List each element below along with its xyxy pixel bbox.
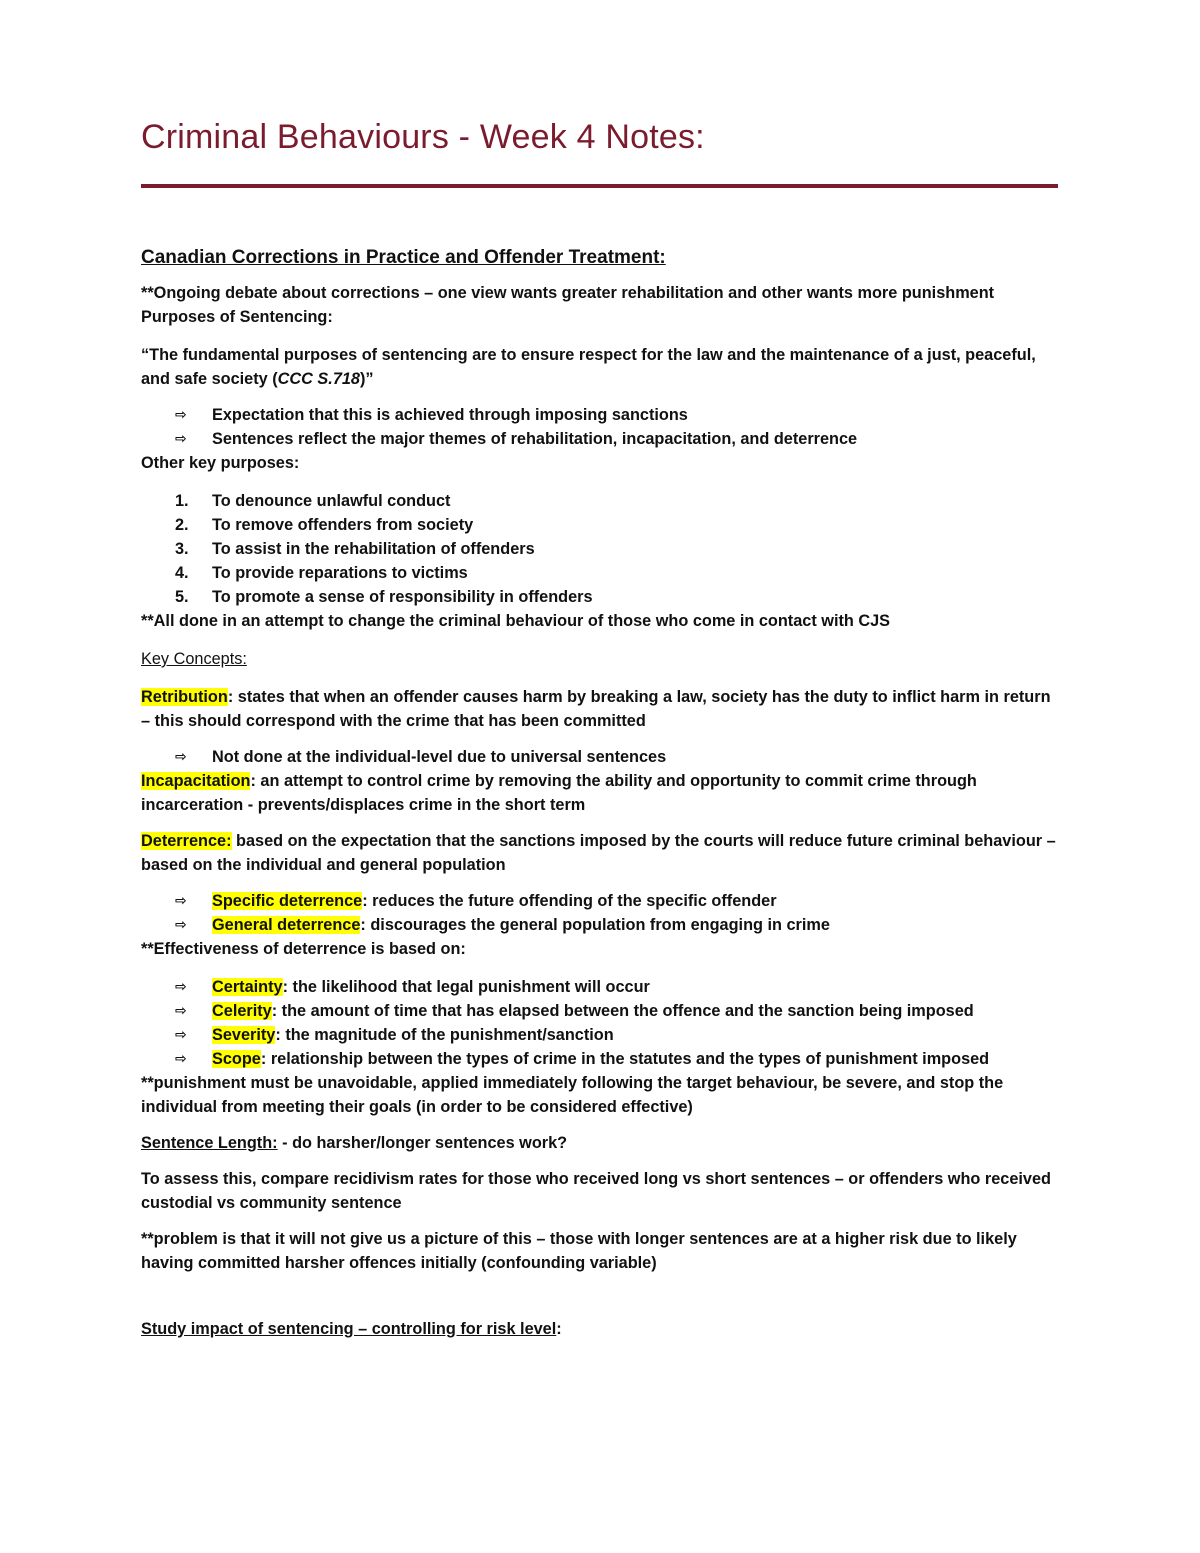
retribution-definition xyxy=(141,685,1058,733)
purposes-heading: Purposes of Sentencing: xyxy=(141,308,333,326)
incapacitation-term: Incapacitation xyxy=(141,772,251,790)
arrow-icon: ⇨ xyxy=(175,749,187,765)
arrow-icon: ⇨ xyxy=(175,979,187,995)
arrow-icon: ⇨ xyxy=(175,407,187,423)
list-text: To provide reparations to victims xyxy=(212,564,468,582)
list-item xyxy=(141,427,1058,451)
list-item xyxy=(141,585,1058,609)
bullet-text: : relationship between the types of crime in the statutes and the types of punishment imposed xyxy=(260,1050,990,1068)
debate-note: **Ongoing debate about corrections – one view wants greater rehabilitation and other wants more punishment xyxy=(141,284,995,302)
study-label: Study impact of sentencing – controlling for risk level xyxy=(141,1320,557,1338)
title-divider xyxy=(141,184,1058,188)
sentence-length-question: - do harsher/longer sentences work? xyxy=(277,1134,568,1152)
other-purposes-heading: Other key purposes: xyxy=(141,454,300,472)
page-title: Criminal Behaviours - Week 4 Notes: xyxy=(141,118,705,156)
assess-note: To assess this, compare recidivism rates for those who received long vs short sentences – or offenders who received custodial vs community sentence xyxy=(141,1170,1051,1212)
list-item xyxy=(141,1023,1058,1047)
list-text: To promote a sense of responsibility in offenders xyxy=(212,588,593,606)
bullet-text: Expectation that this is achieved through imposing sanctions xyxy=(212,406,688,424)
bullet-term: Specific deterrence xyxy=(212,892,363,910)
list-item xyxy=(141,913,1058,937)
list-number: 4. xyxy=(175,564,189,582)
other-purposes-list xyxy=(141,489,1058,609)
list-item xyxy=(141,745,1058,769)
notes-body xyxy=(141,245,1058,1341)
list-item xyxy=(141,561,1058,585)
deterrence-bullets xyxy=(141,889,1058,937)
retribution-term: Retribution xyxy=(141,688,228,706)
list-item xyxy=(141,1047,1058,1071)
list-item xyxy=(141,403,1058,427)
list-item xyxy=(141,537,1058,561)
bullet-term: Certainty xyxy=(212,978,283,996)
bullet-term: General deterrence xyxy=(212,916,361,934)
bullet-text: Sentences reflect the major themes of rehabilitation, incapacitation, and deterrence xyxy=(212,430,858,448)
arrow-icon: ⇨ xyxy=(175,1051,187,1067)
list-number: 5. xyxy=(175,588,189,606)
study-heading xyxy=(141,1317,1058,1341)
arrow-icon: ⇨ xyxy=(175,431,187,447)
purposes-bullets xyxy=(141,403,1058,451)
arrow-icon: ⇨ xyxy=(175,893,187,909)
bullet-term: Celerity xyxy=(212,1002,272,1020)
list-number: 3. xyxy=(175,540,189,558)
bullet-text: : discourages the general population from engaging in crime xyxy=(360,916,830,934)
deterrence-term: Deterrence: xyxy=(141,832,232,850)
list-text: To denounce unlawful conduct xyxy=(212,492,451,510)
bullet-text: : reduces the future offending of the specific offender xyxy=(362,892,777,910)
effectiveness-bullets xyxy=(141,975,1058,1071)
retribution-text: : states that when an offender causes harm by breaking a law, society has the duty to inflict harm in return – this should correspond with the crime that has been committed xyxy=(141,688,1051,730)
incapacitation-definition xyxy=(141,769,1058,817)
effectiveness-note: **Effectiveness of deterrence is based on: xyxy=(141,940,466,958)
deterrence-text: based on the expectation that the sanctions imposed by the courts will reduce future criminal behaviour – based on the individual and general population xyxy=(141,832,1056,874)
list-item xyxy=(141,489,1058,513)
list-number: 2. xyxy=(175,516,189,534)
retribution-bullets xyxy=(141,745,1058,769)
arrow-icon: ⇨ xyxy=(175,917,187,933)
list-number: 1. xyxy=(175,492,189,510)
bullet-text: : the magnitude of the punishment/sanction xyxy=(275,1026,614,1044)
all-done-note: **All done in an attempt to change the criminal behaviour of those who come in contact with CJS xyxy=(141,612,891,630)
quote-start: “The fundamental purposes of sentencing are to ensure respect for the law and the maintenance of a just, peaceful, and safe society ( xyxy=(141,346,1036,388)
list-item xyxy=(141,975,1058,999)
list-item xyxy=(141,889,1058,913)
bullet-text: : the amount of time that has elapsed between the offence and the sanction being imposed xyxy=(271,1002,974,1020)
quote-end: )” xyxy=(360,370,374,388)
bullet-term: Scope xyxy=(212,1050,261,1068)
arrow-icon: ⇨ xyxy=(175,1027,187,1043)
list-item xyxy=(141,999,1058,1023)
quote-citation: CCC S.718 xyxy=(277,370,360,388)
list-text: To assist in the rehabilitation of offenders xyxy=(212,540,535,558)
sentencing-quote xyxy=(141,343,1058,391)
sentence-length-line xyxy=(141,1131,1058,1155)
incapacitation-text: : an attempt to control crime by removing the ability and opportunity to commit crime through incarceration - prevents/displaces crime in the short term xyxy=(141,772,977,814)
deterrence-definition xyxy=(141,829,1058,877)
key-concepts-heading: Key Concepts: xyxy=(141,650,247,668)
arrow-icon: ⇨ xyxy=(175,1003,187,1019)
sentence-length-label: Sentence Length: xyxy=(141,1134,278,1152)
list-item xyxy=(141,513,1058,537)
bullet-text: Not done at the individual-level due to universal sentences xyxy=(212,748,667,766)
bullet-text: : the likelihood that legal punishment will occur xyxy=(282,978,650,996)
problem-note: **problem is that it will not give us a picture of this – those with longer sentences are at a higher risk due to likely having committed harsher offences initially (confounding variable) xyxy=(141,1230,1017,1272)
section-heading: Canadian Corrections in Practice and Offender Treatment: xyxy=(141,247,666,268)
bullet-term: Severity xyxy=(212,1026,276,1044)
list-text: To remove offenders from society xyxy=(212,516,474,534)
punishment-note: **punishment must be unavoidable, applied immediately following the target behaviour, be severe, and stop the individual from meeting their goals (in order to be considered effective) xyxy=(141,1074,1004,1116)
study-colon: : xyxy=(556,1320,562,1338)
